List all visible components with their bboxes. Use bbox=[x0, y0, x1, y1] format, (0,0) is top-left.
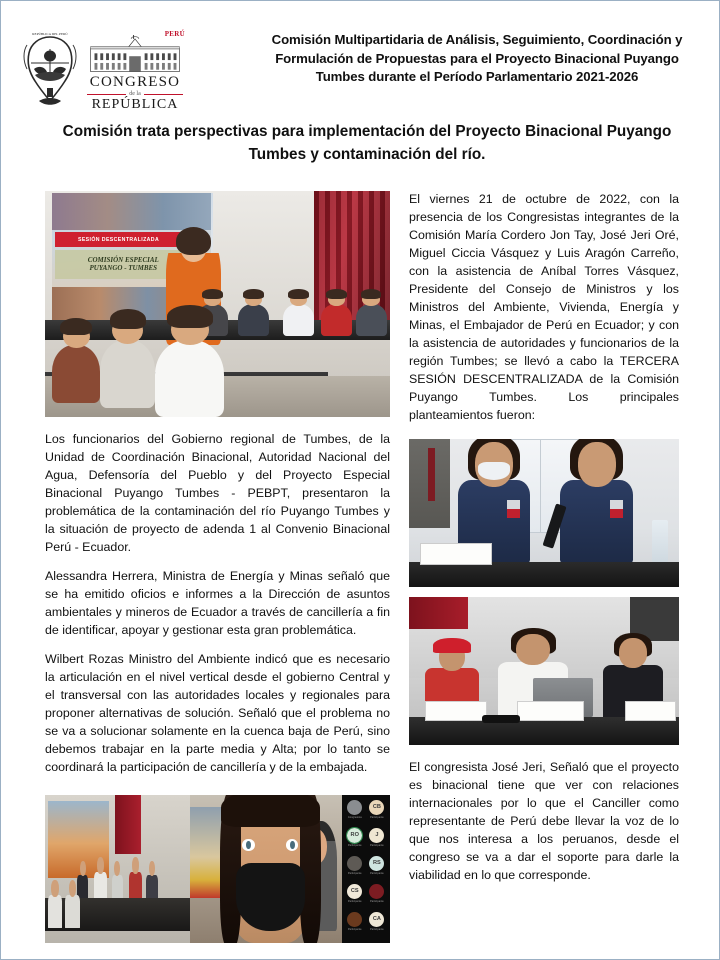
speaker-face bbox=[229, 795, 311, 943]
participant-initials-avatar: J bbox=[369, 828, 384, 843]
foreground-person bbox=[155, 340, 224, 417]
call-participant-tile[interactable] bbox=[345, 856, 365, 882]
participant-photo-avatar bbox=[347, 856, 362, 871]
nameplate bbox=[517, 701, 584, 721]
participant-photo-avatar bbox=[347, 912, 362, 927]
participant-initials-avatar: CB bbox=[369, 800, 384, 815]
call-participants-panel[interactable] bbox=[342, 795, 390, 943]
water-bottle bbox=[652, 520, 668, 561]
call-participant-tile[interactable] bbox=[345, 912, 365, 938]
nameplate bbox=[420, 543, 492, 564]
banner-red-strip bbox=[55, 232, 182, 248]
banner-commission-line1: COMISIÓN ESPECIAL bbox=[87, 255, 159, 264]
seated-person bbox=[238, 304, 269, 336]
participant-name-label: Participante bbox=[370, 927, 384, 931]
institutional-logos bbox=[19, 27, 187, 115]
seated-person bbox=[321, 304, 352, 336]
logo-peru-tag: PERÚ bbox=[164, 30, 185, 38]
eyeglasses bbox=[482, 715, 520, 722]
document-header bbox=[1, 1, 720, 119]
participant-photo-avatar bbox=[369, 884, 384, 899]
paragraph-herrera: Alessandra Herrera, Ministra de Energía y Minas señaló que se ha emitido oficios e informes a la Dirección de asuntos ambientales y mineros de Ecuador a través de cancillería a fin de identificar, apoyar y gestionar esta gran problemática. bbox=[45, 568, 390, 637]
photo-authorities-table bbox=[409, 597, 679, 745]
call-participant-tile[interactable] bbox=[367, 912, 387, 938]
foreground-person bbox=[52, 345, 100, 404]
participant-name-label: Participante bbox=[347, 843, 362, 847]
call-participant-tile[interactable] bbox=[345, 884, 365, 910]
participant-name-label: Participante bbox=[370, 871, 384, 875]
logo-republica-text: REPÚBLICA bbox=[91, 97, 179, 113]
participant-initials-avatar: RS bbox=[369, 856, 384, 871]
svg-text:REPÚBLICA DEL PERÚ: REPÚBLICA DEL PERÚ bbox=[32, 32, 68, 36]
official-right bbox=[560, 480, 633, 563]
participant-name-label: Participante bbox=[347, 927, 362, 931]
call-participant-tile[interactable] bbox=[367, 856, 387, 882]
logo-congreso-text: CONGRESO bbox=[89, 73, 181, 90]
banner-commission-line2: PUYANGO - TUMBES bbox=[89, 264, 158, 273]
call-speaker-view bbox=[190, 795, 342, 943]
right-column bbox=[409, 191, 679, 885]
paragraph-funcionarios: Los funcionarios del Gobierno regional de Tumbes, de la Unidad de Coordinación Binacional, Autoridad Nacional del Agua, Defensoría del Pueblo y del Proyecto Especial Binacional Puyango Tumbes - PEBPT, presentaron la problemática de la contaminación del río Puyango Tumbes y la situación de proyecto de adenda 1 al Convenio Binacional Perú - Ecuador. bbox=[45, 432, 390, 554]
page-title: Comisión trata perspectivas para implementación del Proyecto Binacional Puyango Tumbes y contaminación del río. bbox=[62, 123, 672, 163]
call-participant-tile[interactable] bbox=[367, 800, 387, 826]
paragraph-jeri: El congresista José Jeri, Señaló que el proyecto es binacional tiene que ver con relaciones internacionales por lo que el Canciller como representante de Perú debe llevar la voz de lo que nos interesa a los peruanos, desde el congreso se va a dar el soporte para darle la viabilidad en lo que corresponde. bbox=[409, 759, 679, 882]
participant-name-label: Participante bbox=[370, 815, 384, 819]
call-participant-tile[interactable] bbox=[367, 884, 387, 910]
call-participant-tile[interactable] bbox=[367, 828, 387, 854]
participant-name-label: Participante bbox=[370, 843, 384, 847]
participant-initials-avatar: CS bbox=[347, 884, 362, 899]
participant-photo-avatar bbox=[347, 800, 362, 815]
left-column bbox=[45, 191, 390, 943]
nameplate bbox=[425, 701, 486, 721]
nameplate bbox=[625, 701, 676, 721]
call-room-view bbox=[45, 795, 190, 943]
face-mask bbox=[236, 863, 305, 931]
participant-name-label: Participante bbox=[370, 899, 384, 903]
call-participant-tile[interactable] bbox=[345, 800, 365, 826]
foreground-person bbox=[100, 340, 155, 408]
participant-initials-avatar: RO bbox=[347, 828, 362, 843]
participant-name-label: Participante bbox=[347, 871, 362, 875]
participant-initials-avatar: CA bbox=[369, 912, 384, 927]
seated-person bbox=[356, 304, 387, 336]
photo-session-hall bbox=[45, 191, 390, 417]
paragraph-rozas: Wilbert Rozas Ministro del Ambiente indicó que es necesario la articulación en el nivel vertical desde el gobierno Central y el transversal con las autoridades locales y regionales para proponer alternativas de solución. Señaló que el problema no se va a solucionar solamente en la cuenca baja de Perú, sino debemos trabajar en la parte media y Alta; por lo tanto se coordinará la participación de cancillería y de la embajada. bbox=[45, 651, 390, 774]
seated-person bbox=[283, 304, 314, 336]
banner-session-label: SESIÓN DESCENTRALIZADA bbox=[77, 236, 160, 243]
congress-palace-icon bbox=[87, 35, 183, 74]
peru-coat-of-arms-icon bbox=[19, 31, 81, 111]
photo-video-call bbox=[45, 795, 390, 943]
logo-dela-text: de la bbox=[129, 91, 141, 98]
photo-two-officials bbox=[409, 439, 679, 587]
commission-header-title: Comisión Multipartidaria de Análisis, Seguimiento, Coordinación y Formulación de Propuestas para el Proyecto Binacional Puyango Tumbes durante el Período Parlamentario 2021-2026 bbox=[271, 32, 683, 85]
call-participant-tile[interactable] bbox=[345, 828, 365, 854]
congreso-republica-logo bbox=[85, 29, 185, 113]
participant-name-label: Congresista bbox=[347, 815, 362, 819]
participant-name-label: Participante bbox=[347, 899, 362, 903]
paragraph-intro: El viernes 21 de octubre de 2022, con la presencia de los Congresistas integrantes de la Comisión María Cordero Jon Tay, José Jeri Oré, Miguel Ciccia Vásquez y Luis Aragón Carreño, con la asistencia de Aníbal Torres Vásquez, Presidente del Consejo de Ministros y los Ministros del Ambiente, Vivienda, Energía y Minas, el Embajador de Perú en Ecuador; y con la asistencia de autoridades y funcionarios de la región Tumbes; se llevó a cabo la TERCERA SESIÓN DESCENTRALIZADA de la Comisión Puyango Tumbes. Los principales planteamientos fueron: bbox=[409, 192, 679, 422]
